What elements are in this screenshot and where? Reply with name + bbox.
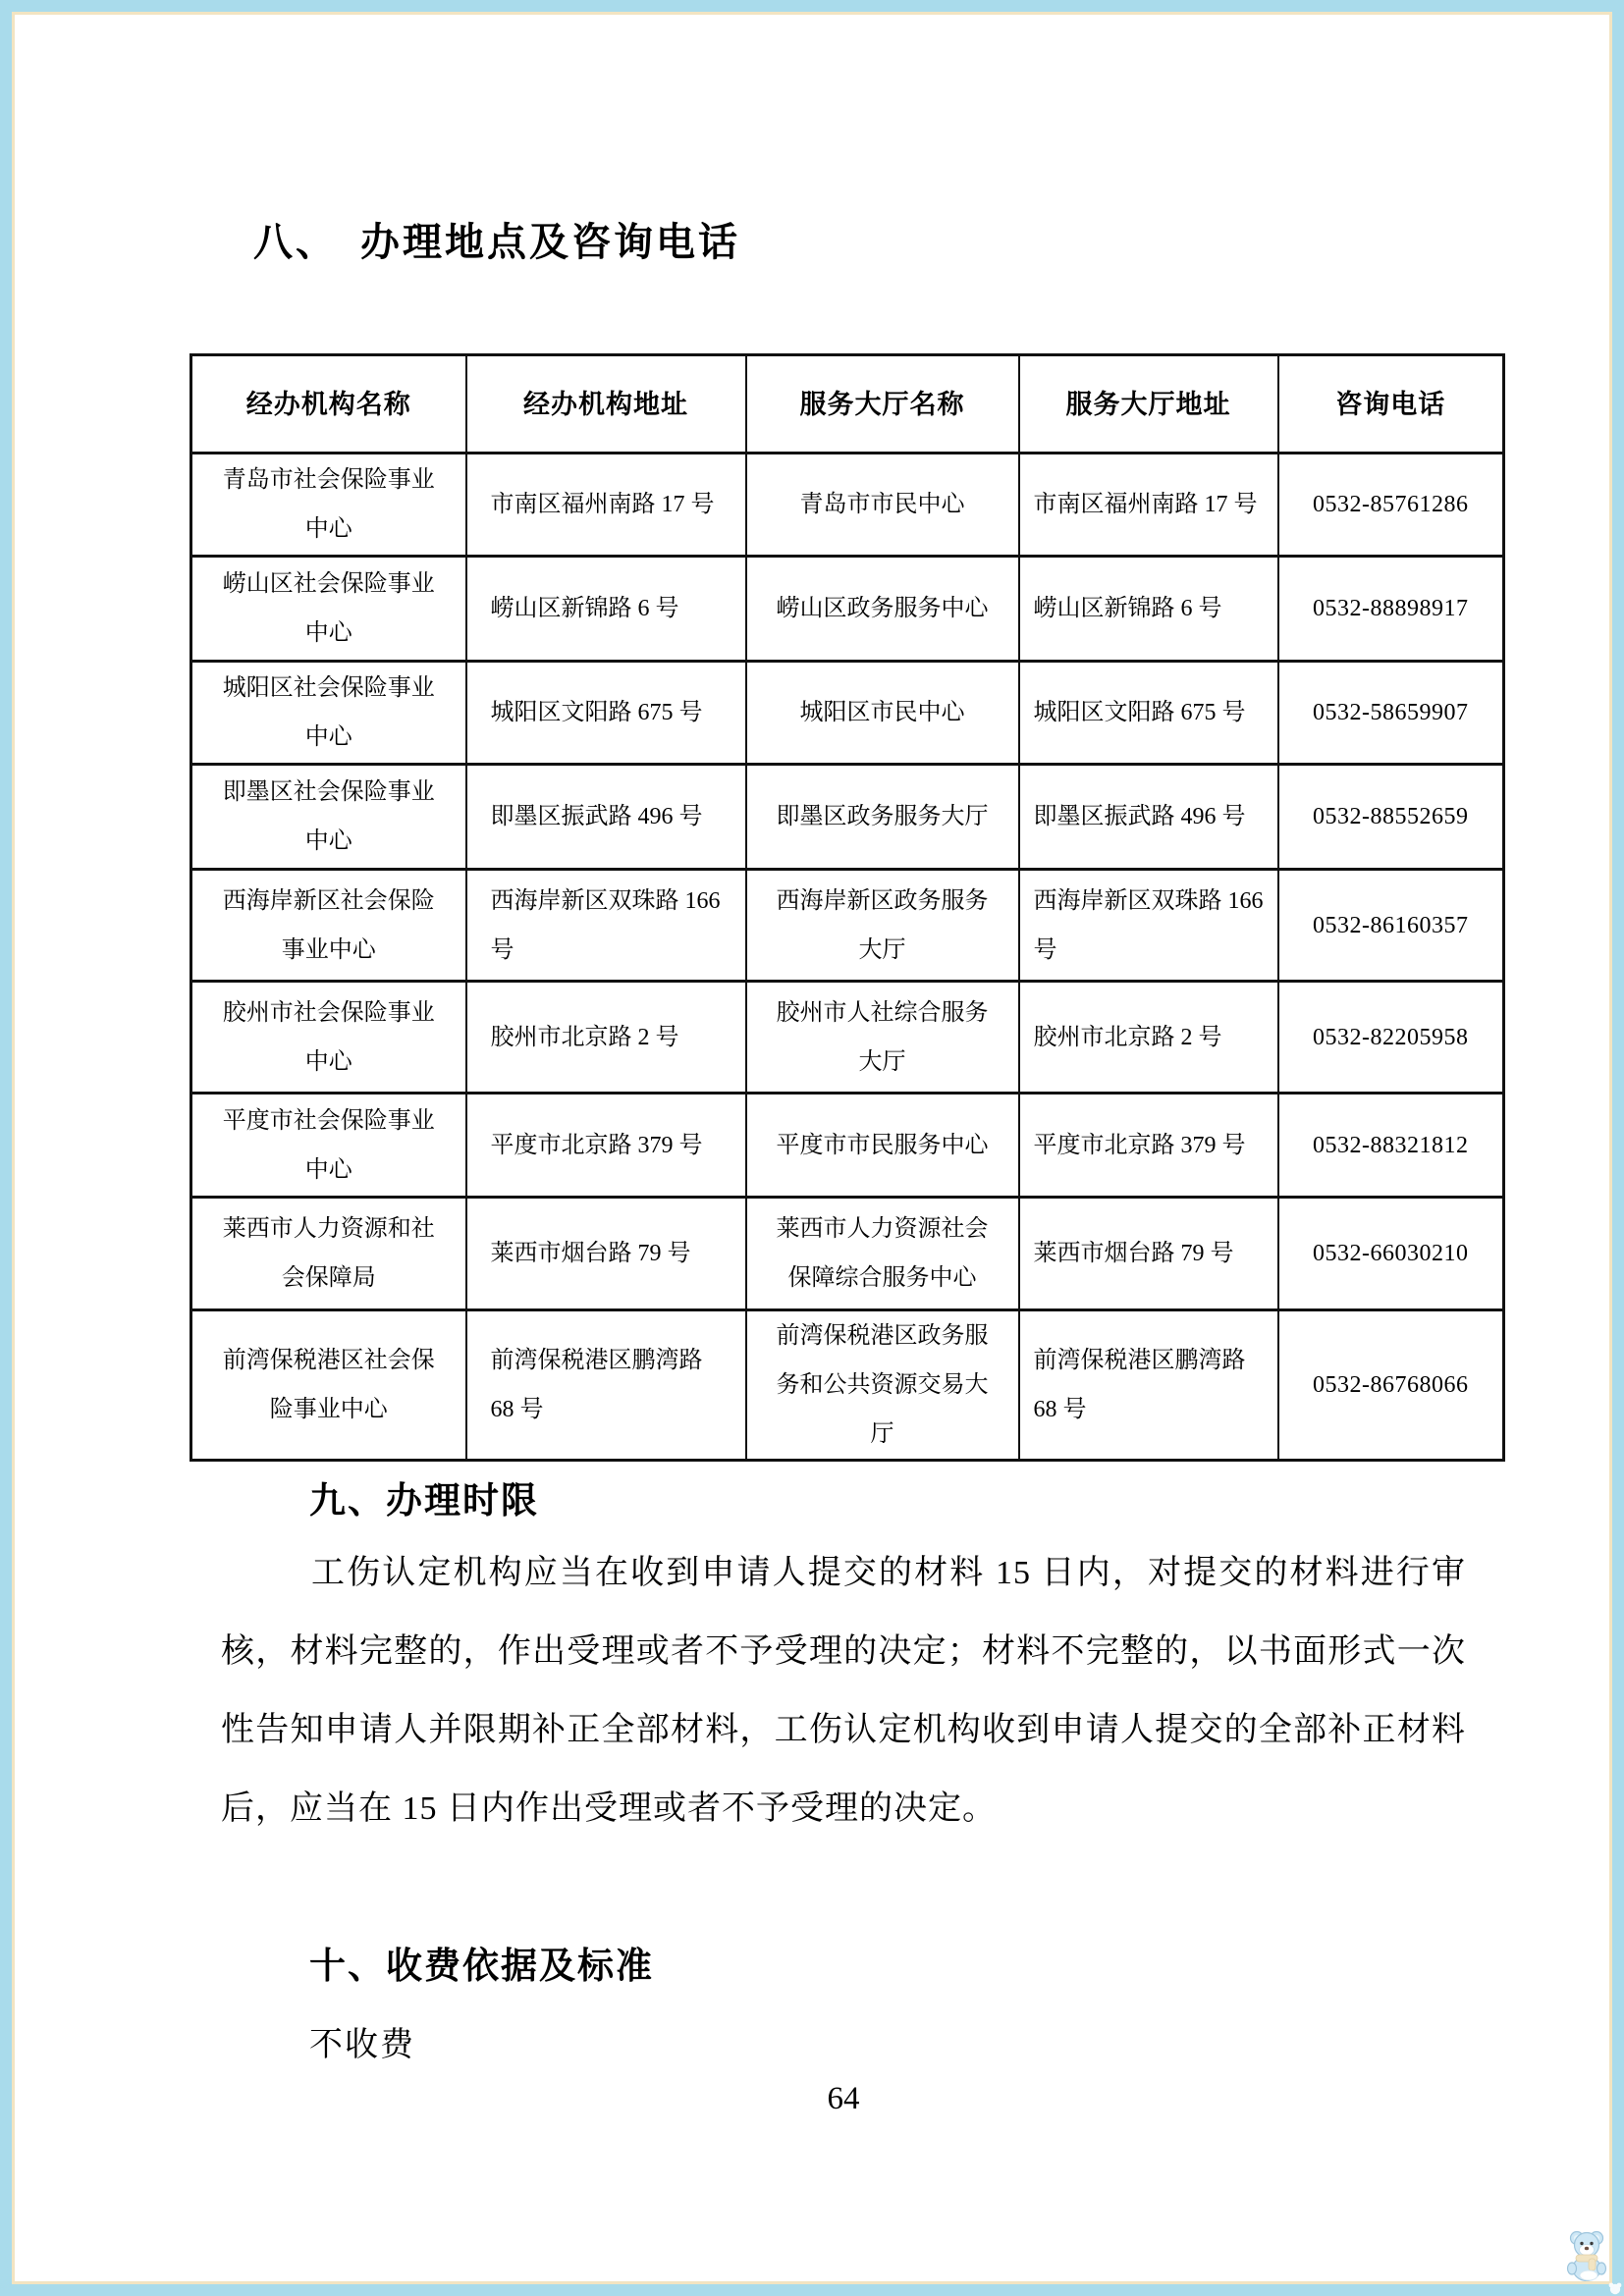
- col-header-hall-address: 服务大厅地址: [1019, 355, 1278, 454]
- cell-agency-name: 胶州市社会保险事业中心: [191, 982, 466, 1094]
- cell-hall-address: 胶州市北京路 2 号: [1019, 982, 1278, 1094]
- cell-agency-name: 即墨区社会保险事业中心: [191, 765, 466, 870]
- cell-hall-name: 崂山区政务服务中心: [746, 557, 1019, 662]
- cell-hall-name: 青岛市市民中心: [746, 454, 1019, 557]
- section-10-paragraph: 不收费: [309, 2027, 415, 2063]
- section-8-heading: 八、 办理地点及咨询电话: [253, 221, 740, 264]
- cell-agency-name: 青岛市社会保险事业中心: [191, 454, 466, 557]
- cell-phone: 0532-86768066: [1278, 1310, 1504, 1461]
- cell-hall-address: 西海岸新区双珠路 166 号: [1019, 870, 1278, 982]
- cell-agency-address: 市南区福州南路 17 号: [466, 454, 746, 557]
- cell-phone: 0532-85761286: [1278, 454, 1504, 557]
- cell-hall-address: 城阳区文阳路 675 号: [1019, 662, 1278, 765]
- cell-agency-address: 崂山区新锦路 6 号: [466, 557, 746, 662]
- cell-phone: 0532-88898917: [1278, 557, 1504, 662]
- cell-phone: 0532-88552659: [1278, 765, 1504, 870]
- cell-agency-name: 前湾保税港区社会保险事业中心: [191, 1310, 466, 1461]
- cell-agency-address: 平度市北京路 379 号: [466, 1094, 746, 1198]
- teddy-bear-icon: [1564, 2224, 1609, 2281]
- cell-hall-name: 莱西市人力资源社会保障综合服务中心: [746, 1198, 1019, 1310]
- cell-hall-address: 前湾保税港区鹏湾路 68 号: [1019, 1310, 1278, 1461]
- decorative-frame: [12, 12, 1612, 2284]
- cell-agency-name: 城阳区社会保险事业中心: [191, 662, 466, 765]
- col-header-agency-address: 经办机构地址: [466, 355, 746, 454]
- table-row: [191, 1094, 1504, 1198]
- cell-agency-name: 平度市社会保险事业中心: [191, 1094, 466, 1198]
- cell-agency-address: 城阳区文阳路 675 号: [466, 662, 746, 765]
- col-header-hall-name: 服务大厅名称: [746, 355, 1019, 454]
- cell-hall-name: 即墨区政务服务大厅: [746, 765, 1019, 870]
- cell-agency-address: 胶州市北京路 2 号: [466, 982, 746, 1094]
- page-number: 64: [827, 2081, 860, 2116]
- table-row: [191, 765, 1504, 870]
- cell-agency-name: 崂山区社会保险事业中心: [191, 557, 466, 662]
- cell-phone: 0532-86160357: [1278, 870, 1504, 982]
- cell-hall-address: 莱西市烟台路 79 号: [1019, 1198, 1278, 1310]
- table-row: [191, 557, 1504, 662]
- cell-agency-name: 莱西市人力资源和社会保障局: [191, 1198, 466, 1310]
- section-10-heading: 十、收费依据及标准: [309, 1946, 654, 1986]
- cell-agency-address: 前湾保税港区鹏湾路 68 号: [466, 1310, 746, 1461]
- cell-hall-name: 西海岸新区政务服务大厅: [746, 870, 1019, 982]
- section-9-heading: 九、办理时限: [309, 1480, 539, 1521]
- cell-hall-address: 崂山区新锦路 6 号: [1019, 557, 1278, 662]
- table-row: [191, 1310, 1504, 1461]
- cell-hall-name: 胶州市人社综合服务大厅: [746, 982, 1019, 1094]
- section-9-paragraph: 工伤认定机构应当在收到申请人提交的材料 15 日内，对提交的材料进行审核，材料完整的，作出受理或者不予受理的决定；材料不完整的，以书面形式一次性告知申请人并限期补正全部材料，工伤认定机构收到申请人提交的全部补正材料后，应当在 15 日内作出受理或者不予受理的决定。: [221, 1555, 1466, 1827]
- cell-hall-address: 即墨区振武路 496 号: [1019, 765, 1278, 870]
- cell-agency-address: 西海岸新区双珠路 166 号: [466, 870, 746, 982]
- contact-table: [189, 353, 1505, 1462]
- cell-hall-name: 前湾保税港区政务服务和公共资源交易大厅: [746, 1310, 1019, 1461]
- col-header-phone: 咨询电话: [1278, 355, 1504, 454]
- col-header-agency-name: 经办机构名称: [191, 355, 466, 454]
- table-row: [191, 870, 1504, 982]
- cell-phone: 0532-66030210: [1278, 1198, 1504, 1310]
- table-row: [191, 982, 1504, 1094]
- cell-agency-address: 莱西市烟台路 79 号: [466, 1198, 746, 1310]
- table-header-row: [191, 355, 1504, 454]
- cell-agency-name: 西海岸新区社会保险事业中心: [191, 870, 466, 982]
- table-row: [191, 662, 1504, 765]
- table-row: [191, 1198, 1504, 1310]
- cell-phone: 0532-88321812: [1278, 1094, 1504, 1198]
- cell-hall-name: 城阳区市民中心: [746, 662, 1019, 765]
- cell-agency-address: 即墨区振武路 496 号: [466, 765, 746, 870]
- mini-bear-icon: [1607, 2281, 1623, 2295]
- cell-phone: 0532-82205958: [1278, 982, 1504, 1094]
- table-row: [191, 454, 1504, 557]
- cell-phone: 0532-58659907: [1278, 662, 1504, 765]
- cell-hall-name: 平度市市民服务中心: [746, 1094, 1019, 1198]
- cell-hall-address: 平度市北京路 379 号: [1019, 1094, 1278, 1198]
- cell-hall-address: 市南区福州南路 17 号: [1019, 454, 1278, 557]
